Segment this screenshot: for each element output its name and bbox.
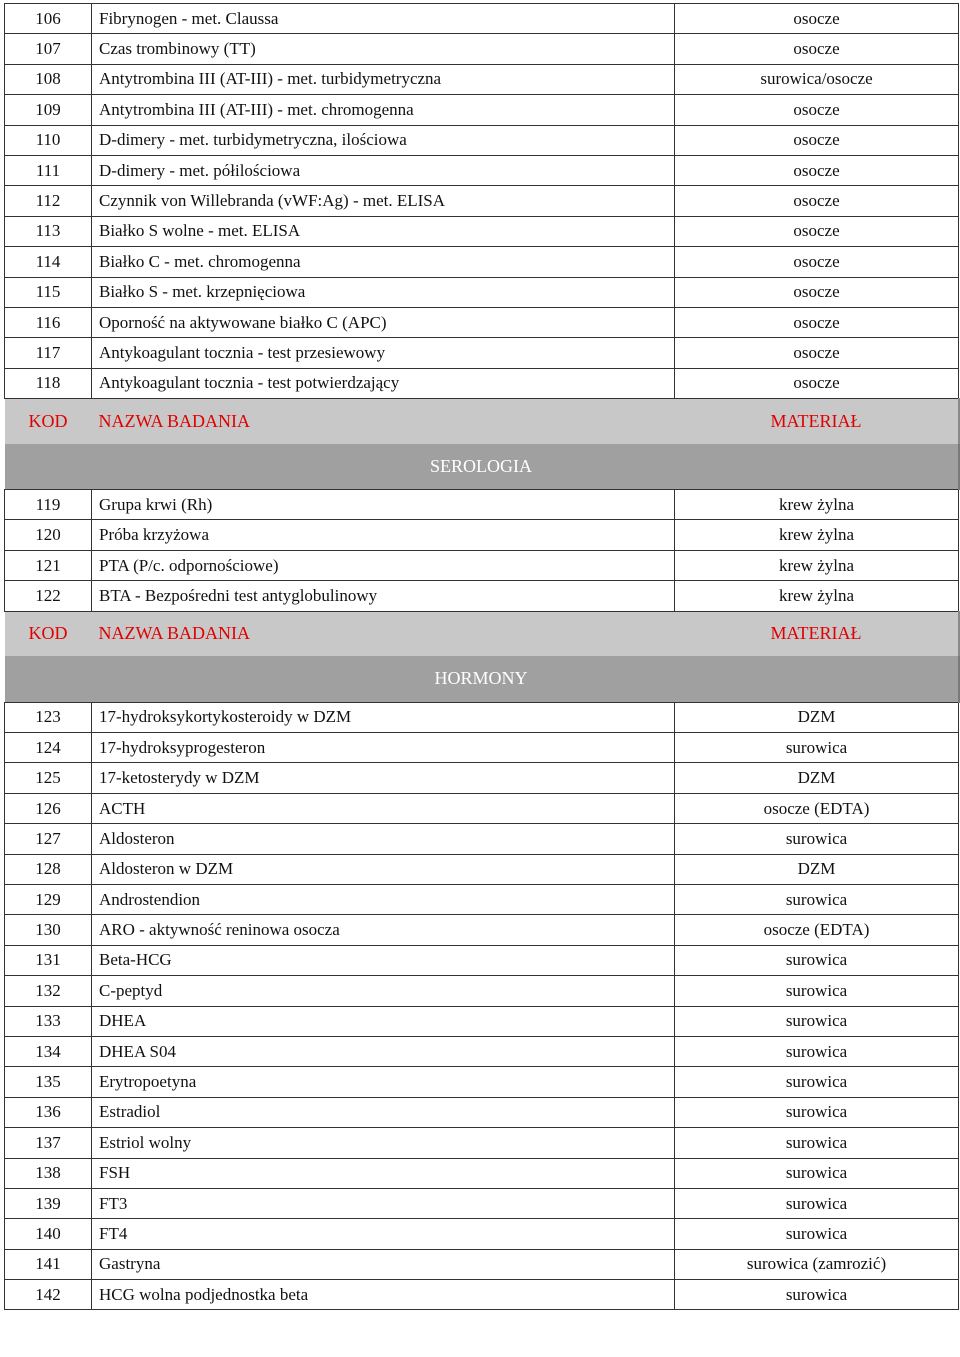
test-code: 121 <box>5 550 92 580</box>
table-row <box>5 1219 959 1249</box>
test-material: DZM <box>675 854 959 884</box>
table-row <box>5 824 959 854</box>
test-material: surowica <box>675 1036 959 1066</box>
test-material: surowica/osocze <box>675 64 959 94</box>
table-row <box>5 1006 959 1036</box>
test-code: 118 <box>5 368 92 398</box>
test-material: surowica <box>675 1158 959 1188</box>
test-name: Grupa krwi (Rh) <box>92 490 675 520</box>
test-code: 113 <box>5 216 92 246</box>
test-name: Oporność na aktywowane białko C (APC) <box>92 307 675 337</box>
table-row <box>5 490 959 520</box>
table-row <box>5 64 959 94</box>
table-row <box>5 338 959 368</box>
table-row <box>5 186 959 216</box>
test-material: osocze <box>675 247 959 277</box>
test-name: ACTH <box>92 793 675 823</box>
test-material: surowica <box>675 884 959 914</box>
test-material: osocze <box>675 277 959 307</box>
test-name: DHEA <box>92 1006 675 1036</box>
test-material: surowica (zamrozić) <box>675 1249 959 1279</box>
table-row <box>5 793 959 823</box>
test-name: FT4 <box>92 1219 675 1249</box>
test-name: Erytropoetyna <box>92 1067 675 1097</box>
lab-test-table-body <box>5 4 959 1310</box>
section-title: HORMONY <box>5 656 959 702</box>
table-row <box>5 945 959 975</box>
test-material: osocze <box>675 34 959 64</box>
section-title-row <box>5 656 959 702</box>
test-material: osocze <box>675 125 959 155</box>
test-code: 110 <box>5 125 92 155</box>
table-row <box>5 915 959 945</box>
test-material: DZM <box>675 763 959 793</box>
table-row <box>5 854 959 884</box>
test-name: Fibrynogen - met. Claussa <box>92 4 675 34</box>
column-header-code: KOD <box>5 399 92 444</box>
table-row <box>5 125 959 155</box>
test-name: DHEA S04 <box>92 1036 675 1066</box>
test-code: 124 <box>5 733 92 763</box>
table-row <box>5 4 959 34</box>
test-material: surowica <box>675 1006 959 1036</box>
test-code: 114 <box>5 247 92 277</box>
test-code: 133 <box>5 1006 92 1036</box>
lab-test-list <box>4 3 958 1310</box>
section-title: SEROLOGIA <box>5 444 959 490</box>
section-title-row <box>5 444 959 490</box>
test-material: osocze <box>675 186 959 216</box>
table-row <box>5 733 959 763</box>
test-code: 125 <box>5 763 92 793</box>
test-name: Antytrombina III (AT-III) - met. turbidymetryczna <box>92 64 675 94</box>
test-material: osocze (EDTA) <box>675 793 959 823</box>
table-row <box>5 1249 959 1279</box>
test-code: 130 <box>5 915 92 945</box>
test-code: 126 <box>5 793 92 823</box>
column-header-material: MATERIAŁ <box>675 611 959 656</box>
test-material: surowica <box>675 1067 959 1097</box>
test-name: Czas trombinowy (TT) <box>92 34 675 64</box>
test-name: Aldosteron w DZM <box>92 854 675 884</box>
test-code: 135 <box>5 1067 92 1097</box>
test-material: surowica <box>675 945 959 975</box>
test-code: 127 <box>5 824 92 854</box>
test-code: 140 <box>5 1219 92 1249</box>
test-code: 138 <box>5 1158 92 1188</box>
test-name: 17-hydroksykortykosteroidy w DZM <box>92 702 675 732</box>
column-header-row <box>5 399 959 444</box>
test-name: HCG wolna podjednostka beta <box>92 1280 675 1310</box>
table-row <box>5 976 959 1006</box>
test-code: 111 <box>5 155 92 185</box>
test-code: 137 <box>5 1128 92 1158</box>
test-code: 106 <box>5 4 92 34</box>
test-name: C-peptyd <box>92 976 675 1006</box>
test-material: osocze (EDTA) <box>675 915 959 945</box>
test-code: 109 <box>5 95 92 125</box>
table-row <box>5 884 959 914</box>
test-name: ARO - aktywność reninowa osocza <box>92 915 675 945</box>
table-row <box>5 702 959 732</box>
test-name: Białko S wolne - met. ELISA <box>92 216 675 246</box>
table-row <box>5 277 959 307</box>
table-row <box>5 1067 959 1097</box>
test-name: 17-ketosterydy w DZM <box>92 763 675 793</box>
test-code: 112 <box>5 186 92 216</box>
test-code: 142 <box>5 1280 92 1310</box>
test-material: osocze <box>675 155 959 185</box>
test-name: 17-hydroksyprogesteron <box>92 733 675 763</box>
test-name: Estriol wolny <box>92 1128 675 1158</box>
column-header-code: KOD <box>5 611 92 656</box>
test-code: 117 <box>5 338 92 368</box>
test-name: Gastryna <box>92 1249 675 1279</box>
test-code: 123 <box>5 702 92 732</box>
table-row <box>5 1188 959 1218</box>
test-code: 108 <box>5 64 92 94</box>
column-header-row <box>5 611 959 656</box>
table-row <box>5 34 959 64</box>
test-code: 119 <box>5 490 92 520</box>
test-name: Antytrombina III (AT-III) - met. chromogenna <box>92 95 675 125</box>
test-name: FSH <box>92 1158 675 1188</box>
test-code: 132 <box>5 976 92 1006</box>
table-row <box>5 1097 959 1127</box>
table-row <box>5 1036 959 1066</box>
table-row <box>5 307 959 337</box>
test-code: 141 <box>5 1249 92 1279</box>
test-material: surowica <box>675 1097 959 1127</box>
test-material: krew żylna <box>675 581 959 611</box>
test-name: D-dimery - met. półilościowa <box>92 155 675 185</box>
lab-test-table <box>4 3 960 1310</box>
test-code: 129 <box>5 884 92 914</box>
table-row <box>5 247 959 277</box>
test-code: 116 <box>5 307 92 337</box>
table-row <box>5 1158 959 1188</box>
test-code: 107 <box>5 34 92 64</box>
test-material: osocze <box>675 368 959 398</box>
column-header-material: MATERIAŁ <box>675 399 959 444</box>
test-name: PTA (P/c. odpornościowe) <box>92 550 675 580</box>
test-name: Androstendion <box>92 884 675 914</box>
test-material: surowica <box>675 1128 959 1158</box>
table-row <box>5 550 959 580</box>
test-material: krew żylna <box>675 550 959 580</box>
test-code: 122 <box>5 581 92 611</box>
test-code: 120 <box>5 520 92 550</box>
table-row <box>5 581 959 611</box>
test-material: DZM <box>675 702 959 732</box>
test-code: 128 <box>5 854 92 884</box>
test-name: Antykoagulant tocznia - test przesiewowy <box>92 338 675 368</box>
test-name: Białko C - met. chromogenna <box>92 247 675 277</box>
test-name: D-dimery - met. turbidymetryczna, ilościowa <box>92 125 675 155</box>
table-row <box>5 155 959 185</box>
test-material: osocze <box>675 4 959 34</box>
test-material: surowica <box>675 1188 959 1218</box>
test-name: Aldosteron <box>92 824 675 854</box>
test-material: krew żylna <box>675 490 959 520</box>
table-row <box>5 520 959 550</box>
test-material: surowica <box>675 824 959 854</box>
column-header-name: NAZWA BADANIA <box>92 399 675 444</box>
column-header-name: NAZWA BADANIA <box>92 611 675 656</box>
test-name: Próba krzyżowa <box>92 520 675 550</box>
test-code: 131 <box>5 945 92 975</box>
table-row <box>5 95 959 125</box>
table-row <box>5 216 959 246</box>
test-material: surowica <box>675 1280 959 1310</box>
test-name: BTA - Bezpośredni test antyglobulinowy <box>92 581 675 611</box>
table-row <box>5 1128 959 1158</box>
test-material: surowica <box>675 733 959 763</box>
test-code: 139 <box>5 1188 92 1218</box>
test-code: 136 <box>5 1097 92 1127</box>
test-name: FT3 <box>92 1188 675 1218</box>
test-name: Białko S - met. krzepnięciowa <box>92 277 675 307</box>
table-row <box>5 1280 959 1310</box>
table-row <box>5 763 959 793</box>
test-material: osocze <box>675 338 959 368</box>
test-material: surowica <box>675 976 959 1006</box>
test-name: Beta-HCG <box>92 945 675 975</box>
test-material: surowica <box>675 1219 959 1249</box>
table-row <box>5 368 959 398</box>
test-material: krew żylna <box>675 520 959 550</box>
test-material: osocze <box>675 307 959 337</box>
test-code: 134 <box>5 1036 92 1066</box>
test-name: Antykoagulant tocznia - test potwierdzający <box>92 368 675 398</box>
test-name: Estradiol <box>92 1097 675 1127</box>
test-material: osocze <box>675 216 959 246</box>
test-code: 115 <box>5 277 92 307</box>
test-name: Czynnik von Willebranda (vWF:Ag) - met. ELISA <box>92 186 675 216</box>
test-material: osocze <box>675 95 959 125</box>
